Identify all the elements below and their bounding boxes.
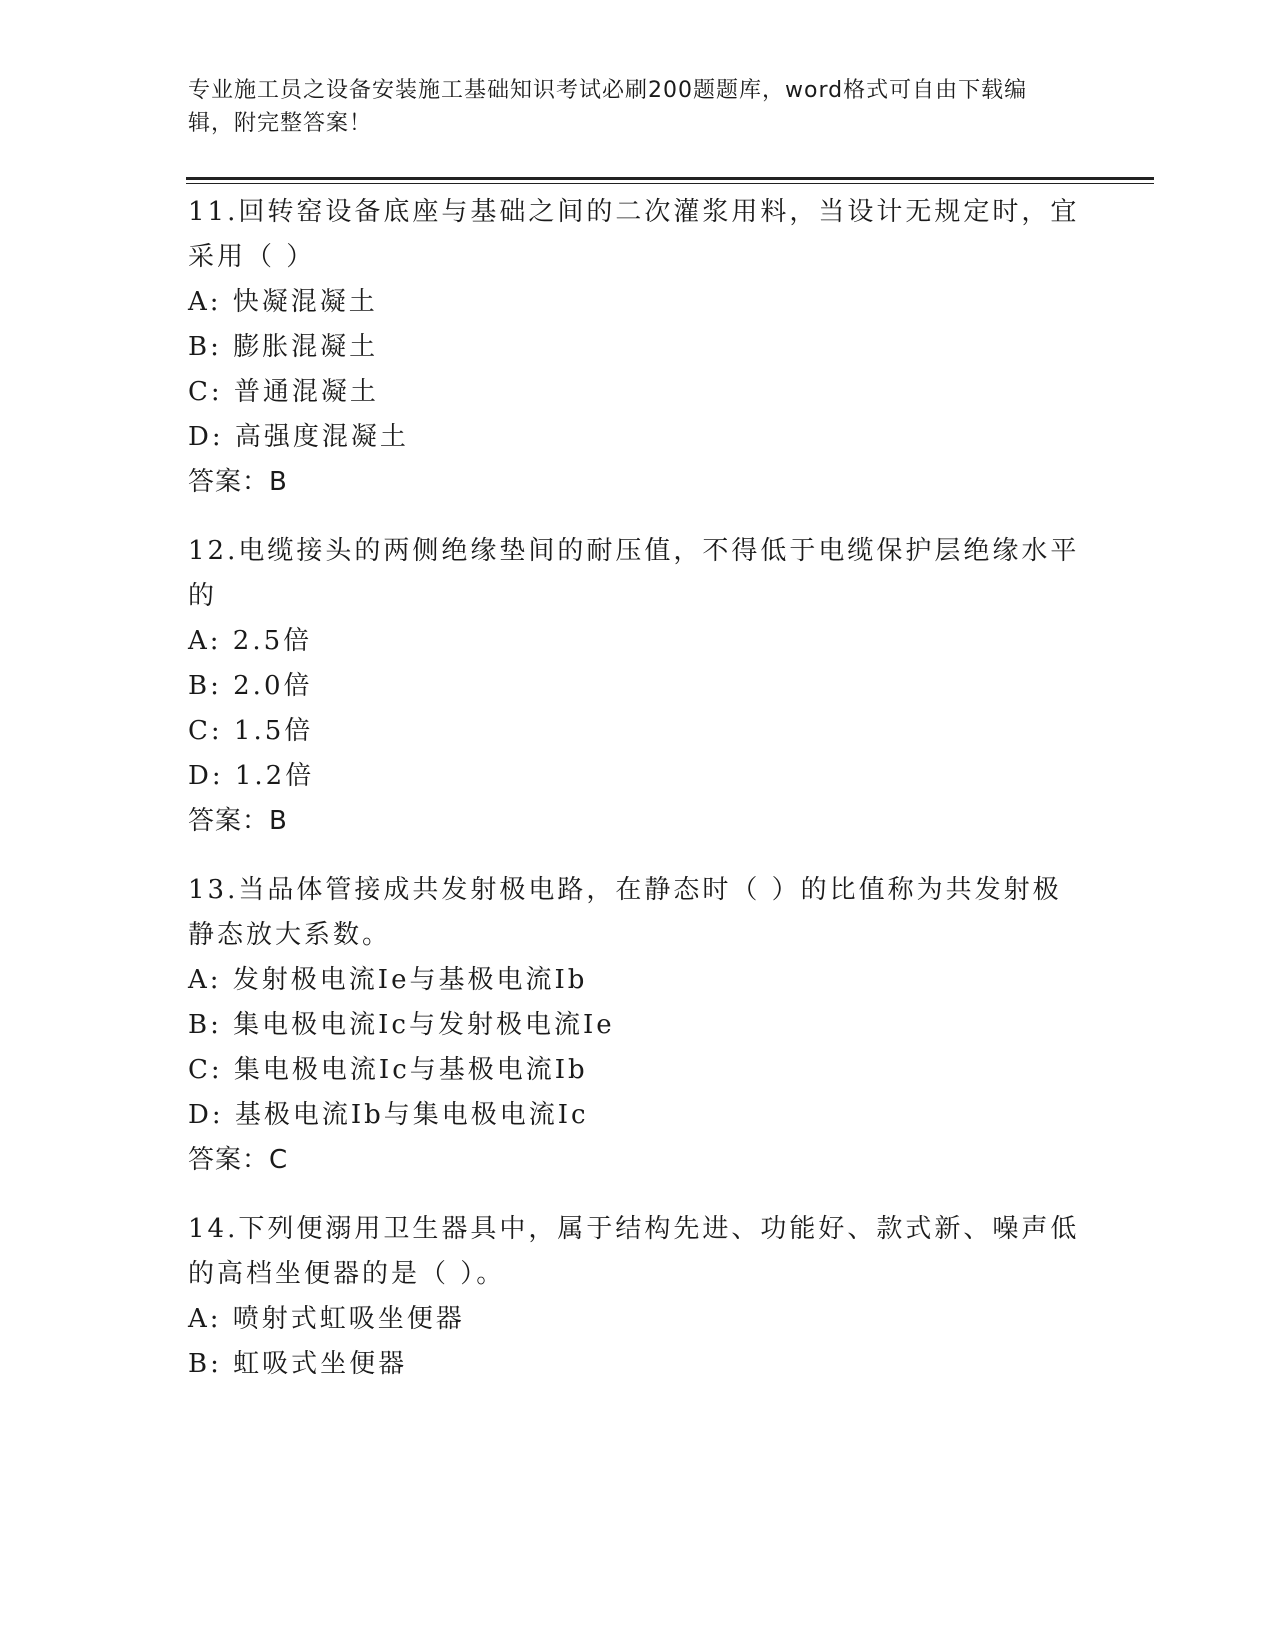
option-a: A: 快凝混凝土 [188, 287, 378, 317]
option-b: B: 2.0倍 [188, 671, 313, 701]
option-b: B: 膨胀混凝土 [188, 332, 379, 362]
header-divider-thin [186, 183, 1154, 184]
option-c: C: 集电极电流Ic与基极电流Ib [188, 1055, 588, 1085]
option-d: D: 1.2倍 [188, 761, 315, 791]
question-stem: 12.电缆接头的两侧绝缘垫间的耐压值，不得低于电缆保护层绝缘水平的 [188, 536, 1080, 611]
option-a: A: 发射极电流Ie与基极电流Ib [188, 965, 588, 995]
option-a: A: 喷射式虹吸坐便器 [188, 1304, 465, 1334]
question-item [188, 190, 1088, 505]
answer-line: 答案：B [188, 806, 288, 836]
question-item [188, 868, 1088, 1183]
question-stem: 11.回转窑设备底座与基础之间的二次灌浆用料，当设计无规定时，宜采用（ ） [188, 197, 1080, 272]
answer-line: 答案：C [188, 1145, 289, 1175]
header-divider-thick [186, 177, 1154, 180]
option-d: D: 基极电流Ib与集电极电流Ic [188, 1100, 589, 1130]
question-item [188, 529, 1088, 844]
option-b: B: 虹吸式坐便器 [188, 1349, 408, 1379]
answer-line: 答案：B [188, 467, 288, 497]
question-list [188, 190, 1088, 1411]
option-a: A: 2.5倍 [188, 626, 313, 656]
question-stem: 14.下列便溺用卫生器具中，属于结构先进、功能好、款式新、噪声低的高档坐便器的是（ ）。 [188, 1214, 1080, 1289]
option-d: D: 高强度混凝土 [188, 422, 409, 452]
option-c: C: 1.5倍 [188, 716, 314, 746]
option-c: C: 普通混凝土 [188, 377, 379, 407]
question-item [188, 1207, 1088, 1387]
document-header: 专业施工员之设备安装施工基础知识考试必刷200题题库，word格式可自由下载编辑，附完整答案！ [188, 78, 1028, 136]
option-b: B: 集电极电流Ic与发射极电流Ie [188, 1010, 615, 1040]
question-stem: 13.当品体管接成共发射极电路，在静态时（ ）的比值称为共发射极静态放大系数。 [188, 875, 1062, 950]
